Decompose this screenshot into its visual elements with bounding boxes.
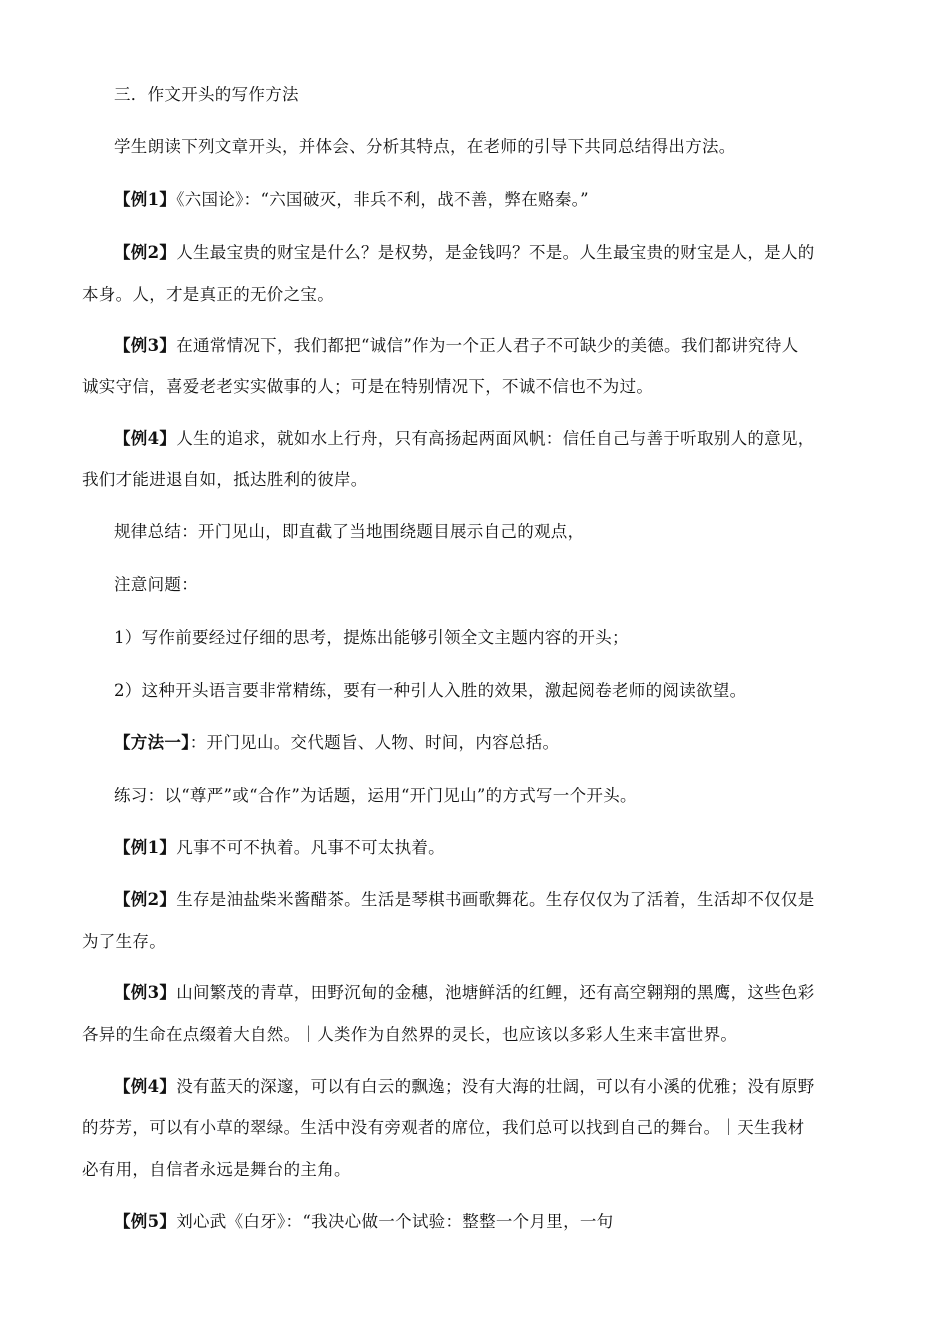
example-tag: 【例4】 xyxy=(114,429,177,448)
summary-paragraph: 规律总结：开门见山，即直截了当地围绕题目展示自己的观点， xyxy=(114,522,585,541)
example-text: 《六国论》：“六国破灭，非兵不利，战不善，弊在赂秦。” xyxy=(176,190,589,209)
note-1: 1）写作前要经过仔细的思考，提炼出能够引领全文主题内容的开头； xyxy=(114,628,629,647)
example-2-line-2: 本身。人，才是真正的无价之宝。 xyxy=(82,285,334,304)
example-text: 生存是油盐柴米酱醋茶。生活是琴棋书画歌舞花。生存仅仅为了活着，生活却不仅仅是 xyxy=(176,890,815,909)
example-2-line-1 xyxy=(114,242,914,264)
example-3-line-2: 各异的生命在点缀着大自然。｜人类作为自然界的灵长，也应该以多彩人生来丰富世界。 xyxy=(82,1025,738,1044)
example-4-line-1 xyxy=(114,428,914,450)
example-tag: 【例5】 xyxy=(114,1212,177,1231)
notes-title: 注意问题： xyxy=(114,575,198,594)
method-tag: 【方法一】 xyxy=(114,733,190,752)
example-text: 在通常情况下，我们都把“诚信”作为一个正人君子不可缺少的美德。我们都讲究待人 xyxy=(176,336,799,355)
example-text: 刘心武《白牙》：“我决心做一个试验：整整一个月里，一句 xyxy=(176,1212,614,1231)
method-text: ：开门见山。交代题旨、人物、时间，内容总括。 xyxy=(189,733,560,752)
example-4-line-2: 的芬芳，可以有小草的翠绿。生活中没有旁观者的席位，我们总可以找到自己的舞台。｜天生我材 xyxy=(82,1118,805,1137)
example-text: 山间繁茂的青草，田野沉甸的金穗，池塘鲜活的红鲤，还有高空翱翔的黑鹰，这些色彩 xyxy=(176,983,815,1002)
example-tag: 【例2】 xyxy=(114,243,177,262)
example-tag: 【例3】 xyxy=(114,336,177,355)
section-heading: 三．作文开头的写作方法 xyxy=(114,85,299,104)
example-2-line-1 xyxy=(114,889,914,911)
example-3-line-1 xyxy=(114,982,914,1004)
example-tag: 【例4】 xyxy=(114,1077,177,1096)
example-4-line-3: 必有用，自信者永远是舞台的主角。 xyxy=(82,1160,351,1179)
example-5 xyxy=(114,1211,914,1233)
example-1 xyxy=(114,189,914,211)
example-tag: 【例2】 xyxy=(114,890,177,909)
example-tag: 【例1】 xyxy=(114,190,177,209)
example-3-line-1 xyxy=(114,335,914,357)
example-3-line-2: 诚实守信，喜爱老老实实做事的人；可是在特别情况下，不诚不信也不为过。 xyxy=(82,377,654,396)
note-2: 2）这种开头语言要非常精练，要有一种引人入胜的效果，激起阅卷老师的阅读欲望。 xyxy=(114,681,747,700)
intro-paragraph: 学生朗读下列文章开头，并体会、分析其特点，在老师的引导下共同总结得出方法。 xyxy=(114,137,736,156)
exercise-paragraph: 练习：以“尊严”或“合作”为话题，运用“开门见山”的方式写一个开头。 xyxy=(114,786,637,805)
example-2-line-2: 为了生存。 xyxy=(82,932,166,951)
method-1 xyxy=(114,732,914,754)
example-text: 凡事不可不执着。凡事不可太执着。 xyxy=(176,838,445,857)
example-1 xyxy=(114,837,914,859)
example-tag: 【例1】 xyxy=(114,838,177,857)
example-text: 人生的追求，就如水上行舟，只有高扬起两面风帆：信任自己与善于听取别人的意见， xyxy=(176,429,815,448)
example-4-line-1 xyxy=(114,1076,914,1098)
example-text: 人生最宝贵的财宝是什么？是权势，是金钱吗？不是。人生最宝贵的财宝是人，是人的 xyxy=(176,243,815,262)
example-tag: 【例3】 xyxy=(114,983,177,1002)
example-text: 没有蓝天的深邃，可以有白云的飘逸；没有大海的壮阔，可以有小溪的优雅；没有原野 xyxy=(176,1077,815,1096)
example-4-line-2: 我们才能进退自如，抵达胜利的彼岸。 xyxy=(82,470,368,489)
